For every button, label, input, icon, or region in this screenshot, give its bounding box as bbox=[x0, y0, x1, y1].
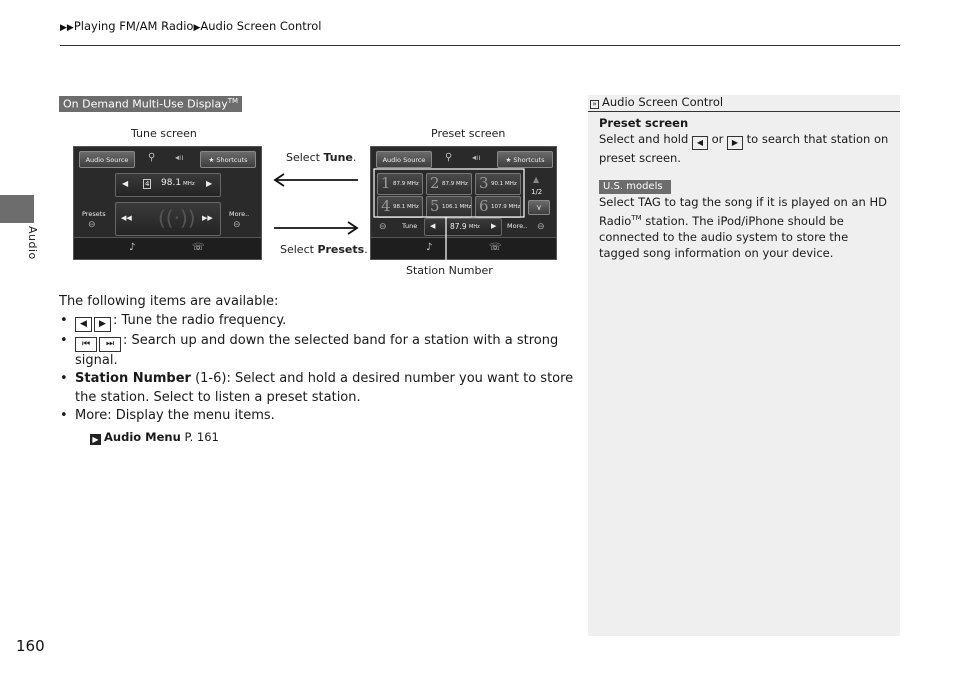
tune-up-icon[interactable]: ▶ bbox=[206, 179, 213, 188]
caption-text: . bbox=[352, 151, 357, 164]
note-subtitle: Preset screen bbox=[599, 116, 689, 130]
side-note bbox=[588, 95, 900, 636]
note-text: to search that station on preset screen. bbox=[599, 132, 889, 165]
more-dial-icon: ⊖ bbox=[537, 222, 545, 232]
phone-icon[interactable]: ☏ bbox=[192, 242, 205, 253]
tune-frequency-panel bbox=[115, 173, 221, 197]
reference-title[interactable]: Audio Menu bbox=[104, 429, 181, 444]
preset-frequency: 87.9 MHz bbox=[393, 181, 419, 187]
page-number: 160 bbox=[16, 637, 45, 655]
audio-note-icon[interactable]: ♪ bbox=[129, 242, 136, 253]
channel-indicator: 4 bbox=[145, 180, 150, 188]
preset-number: 3 bbox=[479, 174, 489, 192]
shortcuts-button[interactable] bbox=[200, 151, 256, 168]
list-item bbox=[59, 312, 579, 332]
list-item bbox=[59, 332, 579, 371]
presets-button[interactable]: Presets bbox=[82, 210, 106, 218]
more-dial-icon: ⊖ bbox=[233, 220, 241, 230]
preset-frequency: 87.9 MHz bbox=[442, 181, 468, 187]
frequency-unit: MHz bbox=[469, 224, 480, 230]
caption-text: Select bbox=[286, 151, 324, 164]
tune-up-icon[interactable]: ▶ bbox=[491, 222, 497, 230]
preset-frequency: 90.1 MHz bbox=[491, 181, 517, 187]
note-body bbox=[599, 115, 891, 261]
list-item-text: : Display the menu items. bbox=[107, 408, 275, 423]
note-text: or bbox=[711, 132, 724, 146]
shortcuts-label: Shortcuts bbox=[513, 155, 545, 164]
right-arrow-key-icon: ▶ bbox=[727, 136, 743, 150]
presets-dial-icon: ⊖ bbox=[88, 220, 96, 230]
left-arrow-key-icon: ◀ bbox=[692, 136, 708, 150]
phone-icon[interactable]: ☏ bbox=[489, 242, 502, 253]
intro-text: The following items are available: bbox=[59, 294, 279, 309]
chapter-tab bbox=[0, 195, 34, 223]
volume-icon: ◂ıı bbox=[472, 153, 481, 162]
preset-frequency: 98.1 MHz bbox=[393, 204, 419, 210]
preset-screen-caption: Preset screen bbox=[431, 127, 506, 140]
breadcrumb bbox=[60, 19, 321, 33]
signal-icon: ⚲ bbox=[148, 152, 156, 163]
preset-number: 5 bbox=[430, 197, 440, 215]
frequency-display: 98.1 bbox=[161, 178, 182, 188]
note-marker-icon: » bbox=[590, 100, 599, 109]
seek-up-icon[interactable]: ▶▶ bbox=[202, 214, 213, 222]
tune-screen bbox=[73, 146, 262, 260]
select-tune-caption bbox=[286, 151, 356, 164]
breadcrumb-item: Playing FM/AM Radio bbox=[73, 19, 194, 33]
reference-page: P. 161 bbox=[180, 429, 219, 444]
more-button[interactable]: More.. bbox=[229, 210, 250, 218]
select-presets-caption bbox=[280, 243, 368, 256]
list-item-text: (1-6): Select and hold a desired number you want to store the station. Select to listen a preset station. bbox=[75, 371, 574, 405]
right-arrow-key-icon: ▶ bbox=[94, 317, 111, 332]
left-arrow-key-icon: ◀ bbox=[75, 317, 92, 332]
station-number-callout bbox=[370, 168, 530, 268]
tune-screen-caption: Tune screen bbox=[131, 127, 197, 140]
tag-term: TAG bbox=[638, 195, 661, 209]
tune-dial-icon: ⊖ bbox=[379, 222, 387, 232]
cross-reference[interactable] bbox=[59, 428, 579, 447]
seek-down-icon[interactable]: ◀◀ bbox=[121, 214, 132, 222]
tune-bottom-bar bbox=[74, 237, 261, 259]
page-up-icon[interactable]: ▲ bbox=[533, 175, 540, 184]
trademark-mark: TM bbox=[227, 97, 239, 105]
note-paragraph bbox=[599, 131, 891, 166]
preset-frequency: 107.9 MHz bbox=[491, 204, 521, 210]
section-label bbox=[59, 96, 242, 112]
body-content bbox=[59, 293, 579, 446]
preset-number: 1 bbox=[381, 174, 391, 192]
arrow-left-icon bbox=[272, 172, 360, 188]
note-text: Select bbox=[599, 195, 639, 209]
tune-button[interactable]: Tune bbox=[402, 222, 418, 230]
preset-number: 2 bbox=[430, 174, 440, 192]
signal-icon: ⚲ bbox=[445, 152, 453, 163]
trademark-mark: TM bbox=[631, 214, 642, 222]
seek-panel bbox=[115, 202, 221, 236]
station-number-caption: Station Number bbox=[406, 264, 493, 277]
note-paragraph bbox=[599, 194, 891, 261]
preset-number: 6 bbox=[479, 197, 489, 215]
shortcuts-label: Shortcuts bbox=[216, 155, 248, 164]
preset-number: 4 bbox=[381, 197, 391, 215]
radio-wave-icon: ((·)) bbox=[158, 206, 196, 230]
note-text: Select and hold bbox=[599, 132, 689, 146]
page-down-icon[interactable]: ⋎ bbox=[528, 200, 550, 215]
shortcuts-button[interactable] bbox=[497, 151, 553, 168]
audio-note-icon[interactable]: ♪ bbox=[426, 242, 433, 253]
list-item bbox=[59, 407, 579, 426]
caption-text: . bbox=[364, 243, 368, 256]
frequency-display: 87.9 bbox=[450, 222, 467, 231]
section-label-text: On Demand Multi-Use Display bbox=[63, 97, 228, 111]
tune-down-icon[interactable]: ◀ bbox=[430, 222, 436, 230]
list-item-term: More bbox=[75, 408, 108, 423]
breadcrumb-arrow-icon: ▶ bbox=[193, 23, 201, 33]
caption-bold: Presets bbox=[317, 243, 365, 256]
list-item bbox=[59, 370, 579, 407]
note-text: station. The iPod/iPhone should be connected to the audio system to store the tagged song information on your device. bbox=[599, 213, 849, 260]
audio-source-button[interactable]: Audio Source bbox=[79, 151, 135, 168]
volume-icon: ◂ıı bbox=[175, 153, 184, 162]
caption-bold: Tune bbox=[323, 151, 353, 164]
star-icon: ★ bbox=[505, 155, 514, 164]
note-heading-text: Audio Screen Control bbox=[602, 95, 724, 109]
caption-text: Select bbox=[280, 243, 318, 256]
seek-down-key-icon: ⏮ bbox=[75, 337, 97, 352]
audio-source-button[interactable]: Audio Source bbox=[376, 151, 432, 168]
note-text: to tag the song if it is played on an HD Radio bbox=[599, 195, 887, 228]
breadcrumb-arrow-icon: ▶▶ bbox=[60, 23, 74, 33]
list-item-text: : Tune the radio frequency. bbox=[113, 312, 287, 328]
seek-up-key-icon: ⏭ bbox=[99, 337, 121, 352]
tune-down-icon[interactable]: ◀ bbox=[122, 179, 129, 188]
page-indicator: 1/2 bbox=[531, 188, 543, 196]
frequency-unit: MHz bbox=[183, 181, 195, 187]
list-item-term: Station Number bbox=[75, 371, 191, 386]
list-item-text: : Search up and down the selected band for a station with a strong signal. bbox=[75, 332, 559, 368]
star-icon: ★ bbox=[208, 155, 217, 164]
note-heading bbox=[588, 95, 900, 112]
breadcrumb-item: Audio Screen Control bbox=[200, 19, 322, 33]
chapter-label: Audio bbox=[26, 226, 39, 260]
arrow-right-icon bbox=[272, 220, 360, 236]
preset-frequency: 106.1 MHz bbox=[442, 204, 472, 210]
region-badge: U.S. models bbox=[599, 180, 671, 194]
more-button[interactable]: More.. bbox=[507, 222, 528, 230]
header-divider bbox=[60, 45, 900, 46]
reference-arrow-icon: ▶ bbox=[90, 434, 101, 445]
